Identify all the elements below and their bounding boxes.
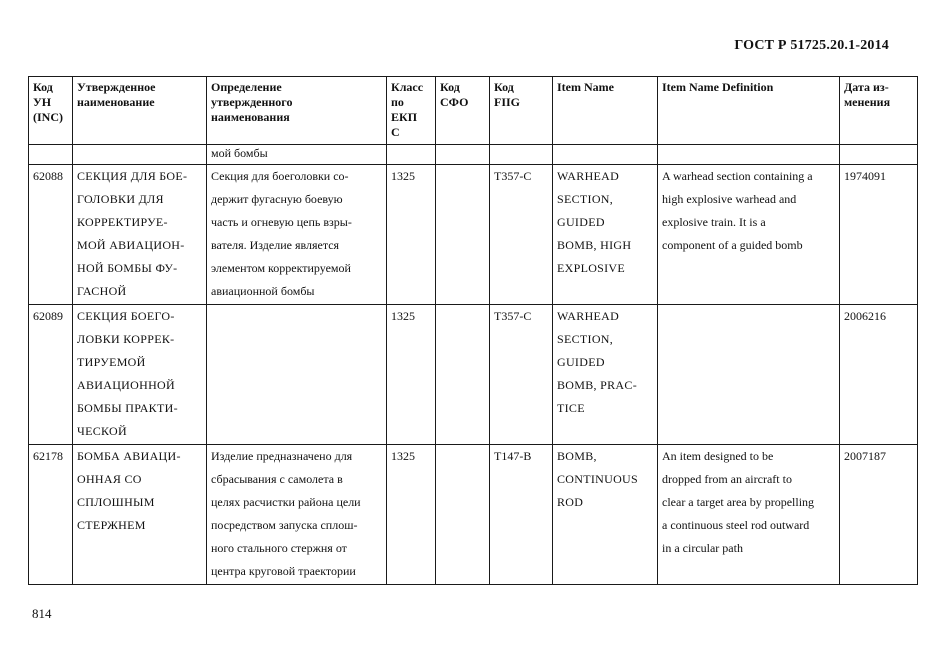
table-cell-item-definition: A warhead section containing a high explosive warhead and explosive train. It is a component of a guided bomb [658,165,840,305]
table-cell-class: 1325 [387,305,436,445]
table-cell-definition: мой бомбы [207,145,387,165]
table-cell-approved-name: БОМБА АВИАЦИ- ОННАЯ СО СПЛОШНЫМ СТЕРЖНЕМ [73,445,207,585]
catalog-table [28,76,918,585]
table-cell [840,145,918,165]
table-cell [490,145,553,165]
column-header-sfo: Код СФО [436,77,490,145]
table-cell-item-name: WARHEAD SECTION, GUIDED BOMB, PRAC- TICE [553,305,658,445]
table-cell [436,145,490,165]
column-header-definition: Определение утвержденного наименования [207,77,387,145]
table-row-continuation [29,145,918,165]
table-cell-sfo [436,165,490,305]
table-cell-definition [207,305,387,445]
table-cell-item-definition: An item designed to be dropped from an aircraft to clear a target area by propelling a continuous steel rod outward in a circular path [658,445,840,585]
table-cell-item-name: WARHEAD SECTION, GUIDED BOMB, HIGH EXPLOSIVE [553,165,658,305]
table-cell-code: 62089 [29,305,73,445]
page-number: 814 [32,606,52,621]
table-cell-item-definition [658,305,840,445]
table-cell-code: 62088 [29,165,73,305]
table-row [29,445,918,585]
table-cell-sfo [436,445,490,585]
table-cell-code: 62178 [29,445,73,585]
table-cell-fiig: T147-B [490,445,553,585]
column-header-approved-name: Утвержденное наименование [73,77,207,145]
table-cell-approved-name: СЕКЦИЯ БОЕГО- ЛОВКИ КОРРЕК- ТИРУЕМОЙ АВИАЦИОННОЙ БОМБЫ ПРАКТИ- ЧЕСКОЙ [73,305,207,445]
table-cell [387,145,436,165]
column-header-item-name: Item Name [553,77,658,145]
table-cell-class: 1325 [387,445,436,585]
table-cell-definition: Секция для боеголовки со- держит фугасную боевую часть и огневую цепь взры- вателя. Изделие является элементом корректируемой авиационной бомбы [207,165,387,305]
column-header-fiig: Код FIIG [490,77,553,145]
table-cell-fiig: T357-C [490,165,553,305]
column-header-change-date: Дата из- менения [840,77,918,145]
table-cell-sfo [436,305,490,445]
table-row [29,305,918,445]
table-cell [658,145,840,165]
table-cell-approved-name: СЕКЦИЯ ДЛЯ БОЕ- ГОЛОВКИ ДЛЯ КОРРЕКТИРУЕ- МОЙ АВИАЦИОН- НОЙ БОМБЫ ФУ- ГАСНОЙ [73,165,207,305]
table-cell [29,145,73,165]
table-header-row [29,77,918,145]
table-row [29,165,918,305]
table-cell [73,145,207,165]
table-cell [553,145,658,165]
table-cell-definition: Изделие предназначено для сбрасывания с самолета в целях расчистки района цели посредством запуска сплош- ного стального стержня от центра круговой траектории [207,445,387,585]
column-header-class: Класс по ЕКП С [387,77,436,145]
table-cell-item-name: BOMB, CONTINUOUS ROD [553,445,658,585]
document-code: ГОСТ Р 51725.20.1-2014 [734,38,889,53]
column-header-item-definition: Item Name Definition [658,77,840,145]
column-header-code: Код УН (INC) [29,77,73,145]
table-cell-change-date: 2006216 [840,305,918,445]
table-cell-change-date: 2007187 [840,445,918,585]
table-cell-change-date: 1974091 [840,165,918,305]
table-cell-fiig: T357-C [490,305,553,445]
table-cell-class: 1325 [387,165,436,305]
